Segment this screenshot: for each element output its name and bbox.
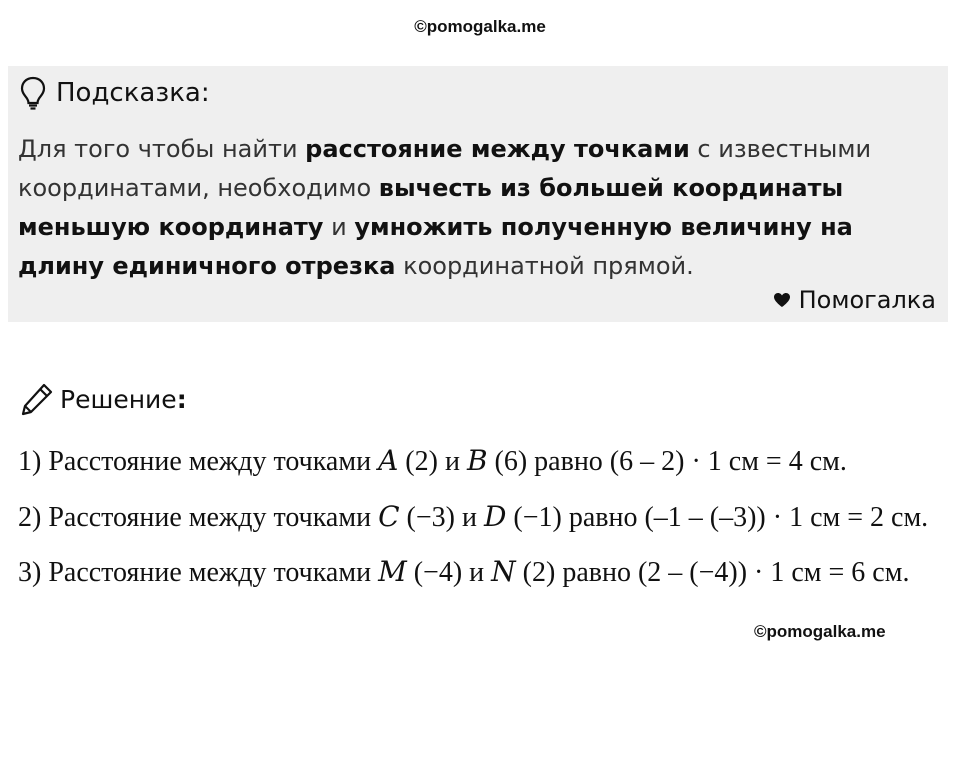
hint-segment-bold: вычесть из большей координаты меньшую координату: [18, 174, 844, 241]
watermark-middle: ©pomogalka.me: [754, 622, 886, 641]
solution-title-text: Решение: [60, 384, 177, 414]
solution-header: [20, 382, 187, 416]
solution-body: [18, 434, 948, 601]
signature: [773, 286, 936, 314]
solution-text: 2) Расстояние между точками: [18, 501, 379, 533]
pencil-icon: [20, 382, 54, 416]
solution-text: (−1) равно (–1 – (–3)) · 1 см = 2 см.: [506, 501, 929, 533]
signature-text: Помогалка: [798, 286, 936, 314]
hint-segment: Для того чтобы найти: [18, 135, 306, 163]
hint-box: [8, 66, 948, 322]
solution-text: (−3) и: [399, 501, 484, 533]
point-label-m: M: [378, 555, 407, 588]
solution-item-3: [18, 545, 948, 601]
point-label-b: B: [466, 444, 488, 477]
hint-segment-bold: умножить полученную величину на длину единичного отрезка: [18, 213, 853, 280]
solution-title: [60, 385, 187, 414]
point-label-c: C: [378, 499, 400, 533]
hint-segment: с известными координатами, необходимо: [18, 135, 872, 202]
solution-text: (2) равно (2 – (−4)) · 1 см = 6 см.: [515, 557, 910, 588]
solution-title-colon: :: [176, 384, 187, 414]
point-label-n: N: [491, 555, 516, 588]
hint-segment-bold: расстояние между точками: [305, 135, 690, 163]
solution-item-2: [18, 490, 948, 546]
solution-text: (6) равно (6 – 2) · 1 см = 4 см.: [487, 446, 847, 477]
point-label-a: A: [378, 444, 399, 477]
solution-text: (2) и: [398, 446, 467, 477]
solution-text: 3) Расстояние между точками: [18, 557, 379, 588]
solution-text: 1) Расстояние между точками: [18, 446, 379, 477]
solution-item-1: [18, 434, 948, 490]
hint-title: Подсказка:: [56, 78, 210, 108]
hint-text: [18, 130, 938, 286]
lightbulb-icon: [20, 76, 46, 110]
watermark-top: ©pomogalka.me: [414, 17, 546, 36]
hint-segment: и: [323, 213, 355, 241]
solution-text: (−4) и: [406, 557, 492, 588]
point-label-d: D: [483, 499, 507, 533]
hint-header: [20, 76, 210, 110]
heart-icon: [773, 292, 791, 308]
hint-segment: координатной прямой.: [395, 252, 694, 280]
